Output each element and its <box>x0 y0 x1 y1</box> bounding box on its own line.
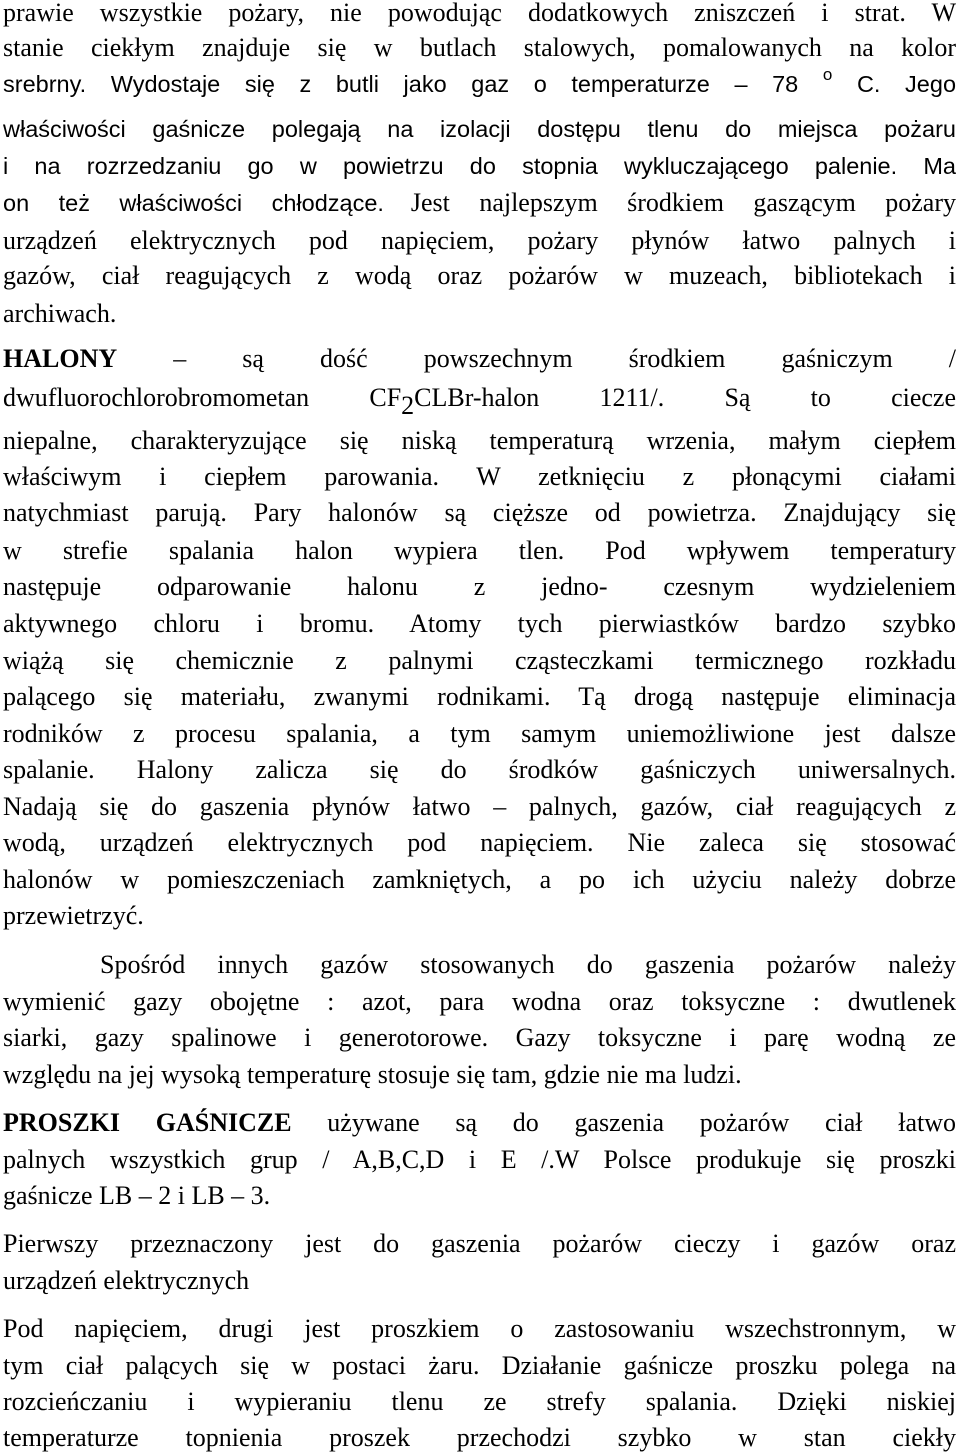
text-line: gaśnicze LB – 2 i LB – 3. <box>3 1181 271 1210</box>
text-line: wiążą się chemicznie z palnymi cząsteczkami termicznego rozkładu <box>3 646 956 675</box>
text-line: halonów w pomieszczeniach zamkniętych, a po ich użyciu należy dobrze <box>3 865 956 894</box>
text-line: stanie ciekłym znajduje się w butlach stalowych, pomalowanych na kolor <box>3 33 956 62</box>
text-line: prawie wszystkie pożary, nie powodując dodatkowych zniszczeń i strat. W <box>3 0 956 27</box>
text-line: srebrny. Wydostaje się z butli jako gaz o temperaturze – 78 $^o$ C. Jego <box>3 65 957 97</box>
section-heading-proszki: PROSZKI GAŚNICZE <box>3 1108 292 1137</box>
text-line: i na rozrzedzaniu go w powietrzu do stopnia wykluczającego palenie. Ma <box>3 153 956 179</box>
text-line: urządzeń elektrycznych pod napięciem, pożary płynów łatwo palnych i <box>3 226 956 255</box>
degree-superscript: o <box>822 65 833 84</box>
text-line: przewietrzyć. <box>3 901 144 930</box>
text-line: urządzeń elektrycznych <box>3 1266 250 1295</box>
text-line: PROSZKI GAŚNICZE używane są do gaszenia pożarów ciał łatwo <box>3 1108 956 1137</box>
text-line: on też właściwości chłodzące. Jest najlepszym środkiem gaszącym pożary <box>3 188 957 217</box>
text-line: względu na jej wysoką temperaturę stosuje się tam, gdzie nie ma ludzi. <box>3 1060 742 1089</box>
text-line: palnych wszystkich grup / A,B,C,D i E /.W Polsce produkuje się proszki <box>3 1145 956 1174</box>
text-line: siarki, gazy spalinowe i generotorowe. Gazy toksyczne i parę wodną ze <box>3 1023 956 1052</box>
text-line: wodą, urządzeń elektrycznych pod napięciem. Nie zaleca się stosować <box>3 828 956 857</box>
text-line: właściwym i ciepłem parowania. W zetknięciu z płonącymi ciałami <box>3 462 956 491</box>
text-line: następuje odparowanie halonu z jedno- czesnym wydzieleniem <box>3 572 956 601</box>
text-line: dwufluorochlorobromometan CF2CLBr-halon 1211/. Są to ciecze <box>3 383 956 420</box>
text-line: niepalne, charakteryzujące się niską temperaturą wrzenia, małym ciepłem <box>3 426 956 455</box>
text-line: gazów, ciał reagujących z wodą oraz pożarów w muzeach, bibliotekach i <box>3 261 956 290</box>
section-heading-halony: HALONY <box>3 344 118 373</box>
text-line: wymienić gazy obojętne : azot, para wodna oraz toksyczne : dwutlenek <box>3 987 956 1016</box>
text-line: palącego się materiału, zwanymi rodnikami. Tą drogą następuje eliminacja <box>3 682 956 711</box>
text-line: Pierwszy przeznaczony jest do gaszenia pożarów cieczy i gazów oraz <box>3 1229 956 1258</box>
text-line: HALONY – są dość powszechnym środkiem gaśniczym / <box>3 344 956 373</box>
text-line: właściwości gaśnicze polegają na izolacji dostępu tlenu do miejsca pożaru <box>3 116 956 142</box>
text-line: rozcieńczaniu i wypieraniu tlenu ze strefy spalania. Dzięki niskiej <box>3 1387 956 1416</box>
text-line: spalanie. Halony zalicza się do środków gaśniczych uniwersalnych. <box>3 755 956 784</box>
text-line: Pod napięciem, drugi jest proszkiem o zastosowaniu wszechstronnym, w <box>3 1314 956 1343</box>
text-line: temperaturze topnienia proszek przechodzi szybko w stan ciekły <box>3 1423 956 1452</box>
subscript-2: 2 <box>401 391 415 420</box>
text-line: archiwach. <box>3 299 117 328</box>
text-line: Nadają się do gaszenia płynów łatwo – palnych, gazów, ciał reagujących z <box>3 792 956 821</box>
text-line: tym ciał palących się w postaci żaru. Działanie gaśnicze proszku polega na <box>3 1351 956 1380</box>
text-line: Spośród innych gazów stosowanych do gaszenia pożarów należy <box>100 950 956 979</box>
text-line: rodników z procesu spalania, a tym samym uniemożliwione jest dalsze <box>3 719 956 748</box>
text-line: aktywnego chloru i bromu. Atomy tych pierwiastków bardzo szybko <box>3 609 956 638</box>
text-line: w strefie spalania halon wypiera tlen. Pod wpływem temperatury <box>3 536 956 565</box>
text-line: natychmiast parują. Pary halonów są cięższe od powietrza. Znajdujący się <box>3 498 956 527</box>
